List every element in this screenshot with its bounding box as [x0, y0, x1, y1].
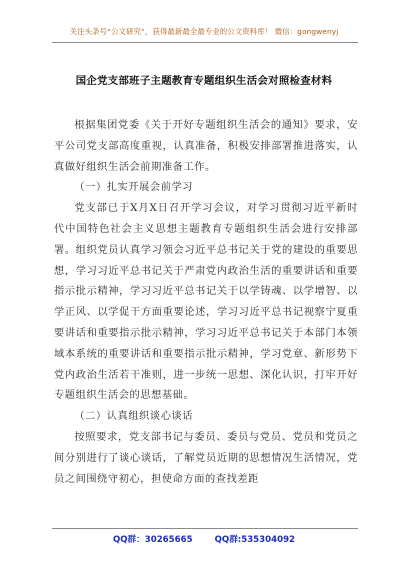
footer-divider — [52, 528, 358, 529]
section-heading-1: （一）扎实开展会前学习 — [74, 182, 194, 194]
section-heading-2: （二）认真组织谈心谈话 — [74, 411, 194, 423]
section-paragraph-2: 按照要求，党支部书记与委员、委员与党员、党员和党员之间分别进行了谈心谈话，了解党员近期的思想情况生活情况，党员之间围绕守初心，担使命方面的查找差距 — [54, 431, 358, 485]
header-divider — [52, 42, 358, 43]
header-banner: 关注头条号“公文研究”，获得最新最全最专业的公文资料库！ 微信：gongwenyj — [69, 27, 339, 36]
document-title: 国企党支部班子主题教育专题组织生活会对照检查材料 — [75, 75, 333, 87]
intro-paragraph: 根据集团党委《关于开好专题组织生活会的通知》要求，安平公司党支部高度重视，认真准备，积极安排部署推进落实，认真做好组织生活会前期准备工作。 — [54, 120, 358, 173]
footer — [0, 533, 408, 545]
document-body — [54, 116, 358, 490]
footer-qq-group-2: QQ群:535304092 — [214, 535, 296, 545]
footer-qq-group-1: QQ群：30265665 — [112, 535, 193, 545]
section-paragraph-1: 党支部已于X月X日召开学习会议，对学习贯彻习近平新时代中国特色社会主义思想主题教育专题组织生活会进行安排部署。组织党员认真学习领会习近平总书记关于党的建设的重要思想，学习习近平总书记关于严肃党内政治生活的重要讲话和重要指示批示精神，学习习近平总书记关于以学铸魂、以学增智、以学正风、以学促干方面重要论述，学习习近平总书记视察宁夏重要讲话和重要指示批示精神，学习习近平总书记关于本部门本领域本系统的重要讲话和重要指示批示精神，学习党章、新形势下党内政治生活若干准则，进一步统一思想、深化认识，打牢开好专题组织生活会的思想基础。 — [54, 203, 358, 402]
